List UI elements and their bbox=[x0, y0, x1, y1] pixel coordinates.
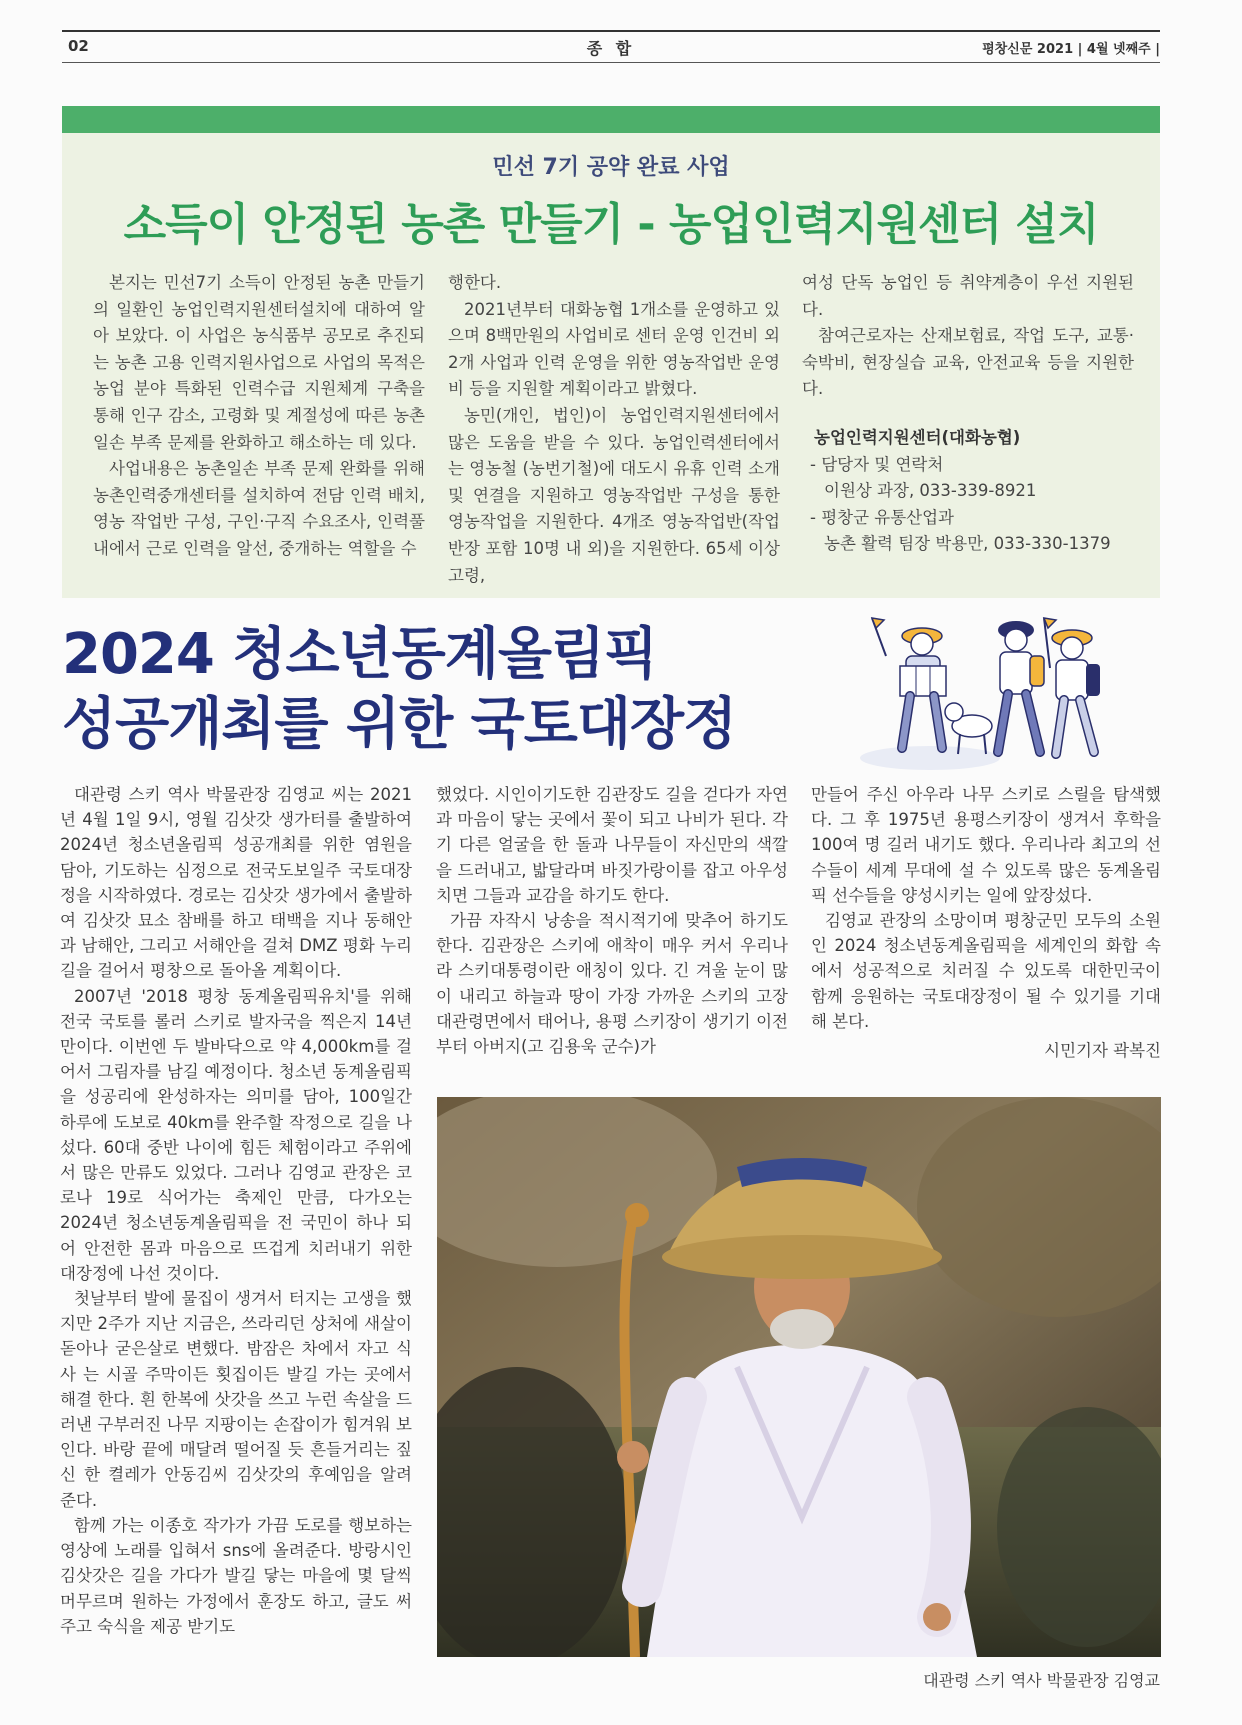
article-paragraph: 첫날부터 발에 물집이 생겨서 터지는 고생을 했지만 2주가 지난 지금은, 쓰라리던 상처에 새살이 돋아나 굳은살로 변했다. 밤잠은 차에서 자고 식사 는 시골 주막이든 횟집이든 발길 가는 곳에서 해결 한다. 흰 한복에 삿갓을 쓰고 누런 속살을 드러낸 구부러진 나무 지팡이는 손잡이가 힘겨워 보인다. 바랑 끝에 매달려 떨어질 듯 흔들거리는 짚신 한 켤레가 안동김씨 김삿갓의 후예임을 알려 준다. bbox=[60, 1289, 412, 1510]
box-column-3 bbox=[802, 270, 1134, 558]
box-paragraph: 농민(개인, 법인)이 농업인력지원센터에서 많은 도움을 받을 수 있다. 농업인력센터에서는 영농철 (농번기철)에 대도시 유휴 인력 소개 및 연결을 지원하고 영농작업반 구성을 통한 영농작업을 지원한다. 4개조 영농작업반(작업반장 포함 10명 내 외)을 지원한다. 65세 이상 고령, bbox=[448, 405, 780, 585]
photo-caption: 대관령 스키 역사 박물관장 김영교 bbox=[923, 1671, 1160, 1690]
article-paragraph: 대관령 스키 역사 박물관장 김영교 씨는 2021년 4월 1일 9시, 영월 김삿갓 생가터를 출발하여 2024년 청소년올림픽 성공개최를 위한 염원을 담아, 기도하는 심정으로 전국도보일주 국토대장정을 시작하였다. 경로는 김삿갓 생가에서 출발하여 김삿갓 묘소 참배를 하고 태백을 지나 동해안과 남해안, 그리고 서해안을 걸쳐 DMZ 평화 누리 길을 걸어서 평창으로 돌아올 계획이다. bbox=[60, 785, 412, 981]
article-headline bbox=[62, 620, 822, 760]
article-paragraph: 만들어 주신 아우라 나무 스키로 스릴을 탐색했다. 그 후 1975년 용평스키장이 생겨서 후학을 100여 명 길러 내기도 했다. 우리나라 최고의 선수들이 세계 무대에 설 수 있도록 많은 동계올림픽 선수들을 양성시키는 일에 앞장섰다. bbox=[811, 785, 1161, 905]
hikers-illustration bbox=[850, 608, 1112, 772]
box-paragraph: 사업내용은 농촌일손 부족 문제 완화를 위해 농촌인력중개센터를 설치하여 전담 인력 배치, 영농 작업반 구성, 구인·구직 수요조사, 인력풀 내에서 근로 인력을 알선, 중개하는 역할을 수 bbox=[93, 459, 425, 558]
box-kicker: 민선 7기 공약 완료 사업 bbox=[492, 155, 730, 180]
article-column-1 bbox=[60, 782, 412, 1639]
header-rule-top bbox=[62, 30, 1160, 32]
header-rule-bottom bbox=[62, 62, 1160, 63]
box-column-1 bbox=[93, 270, 425, 563]
box-paragraph: 2021년부터 대화농협 1개소를 운영하고 있으며 8백만원의 사업비로 센터 운영 인건비 외 2개 사업과 인력 운영을 위한 영농작업반 운영비 등을 지원할 계획이라고 밝혔다. bbox=[448, 299, 780, 399]
box-paragraph: 행한다. bbox=[448, 273, 502, 292]
article-paragraph: 했었다. 시인이기도한 김관장도 길을 걷다가 자연과 마음이 닿는 곳에서 꽃이 되고 나비가 된다. 각기 다른 얼굴을 한 돌과 나무들이 자신만의 색깔을 드러내고, 밟달라며 바짓가랑이를 잡고 아우성치면 그들과 교감을 하기도 한다. bbox=[436, 785, 788, 905]
article-paragraph: 2007년 '2018 평창 동계올림픽유치'를 위해 전국 국토를 롤러 스키로 발자국을 찍은지 14년 만이다. 이번엔 두 발바닥으로 약 4,000km를 걸어서 그림자를 남길 예정이다. 청소년 동계올림픽을 성공리에 완성하자는 의미를 담아, 100일간 하루에 도보로 40km를 완주할 작정으로 길을 나섰다. 60대 중반 나이에 힘든 체험이라고 주위에서 많은 만류도 있었다. 그러나 김영교 관장은 코로나 19로 식어가는 축제인 만큼, 다가오는 2024년 청소년동계올림픽을 전 국민이 하나 되어 안전한 몸과 마음으로 뜨겁게 치러내기 위한 대장정에 나선 것이다. bbox=[60, 986, 412, 1283]
contact-title: 농업인력지원센터(대화농협) bbox=[814, 427, 1021, 447]
contact-line: - 평창군 유통산업과 bbox=[810, 507, 954, 527]
article-column-2 bbox=[436, 782, 788, 1059]
headline-line-1: 2024 청소년동계올림픽 bbox=[62, 622, 658, 687]
section-title: 종 합 bbox=[586, 39, 636, 58]
contact-line: - 담당자 및 연락처 bbox=[810, 454, 944, 474]
box-column-2 bbox=[448, 270, 780, 589]
article-paragraph: 가끔 자작시 낭송을 적시적기에 맞추어 하기도 한다. 김관장은 스키에 애착이 매우 커서 우리나라 스키대통령이란 애칭이 있다. 긴 겨울 눈이 많이 내리고 하늘과 땅이 가장 가까운 스키의 고장 대관령면에서 태어나, 용평 스키장이 생기기 이전 부터 아버지(고 김용욱 군수)가 bbox=[436, 911, 788, 1057]
article-column-3 bbox=[811, 782, 1161, 1063]
green-banner-bar bbox=[62, 106, 1160, 133]
box-paragraph: 본지는 민선7기 소득이 안정된 농촌 만들기의 일환인 농업인력지원센터설치에 대하여 알아 보았다. 이 사업은 농식품부 공모로 추진되는 농촌 고용 인력지원사업으로 사업의 목적은 농업 분야 특화된 인력수급 지원체계 구축을 통해 인구 감소, 고령화 및 계절성에 따른 농촌 일손 부족 문제를 완화하고 해소하는 데 있다. bbox=[93, 273, 425, 452]
box-paragraph: 참여근로자는 산재보험료, 작업 도구, 교통·숙박비, 현장실습 교육, 안전교육 등을 지원한다. bbox=[802, 326, 1134, 399]
byline: 시민기자 곽복진 bbox=[1044, 1041, 1161, 1061]
box-title: 소득이 안정된 농촌 만들기 - 농업인력지원센터 설치 bbox=[123, 199, 1099, 250]
issue-info: 평창신문 2021 | 4월 넷째주 | bbox=[982, 42, 1160, 57]
page-number: 02 bbox=[68, 37, 89, 55]
contact-line: 이원상 과장, 033-339-8921 bbox=[824, 481, 1037, 501]
article-photo bbox=[437, 1097, 1161, 1657]
contact-line: 농촌 활력 팀장 박용만, 033-330-1379 bbox=[824, 534, 1111, 554]
article-paragraph: 김영교 관장의 소망이며 평창군민 모두의 소원인 2024 청소년동계올림픽을 세계인의 화합 속에서 성공적으로 치러질 수 있도록 대한민국이 함께 응원하는 국토대장정이 될 수 있기를 기대해 본다. bbox=[811, 911, 1161, 1031]
article-paragraph: 함께 가는 이종호 작가가 가끔 도로를 행보하는 영상에 노래를 입혀서 sns에 올려준다. 방랑시인 김삿갓은 길을 가다가 발길 닿는 마을에 몇 달씩 머무르며 원하는 가정에서 훈장도 하고, 글도 써 주고 숙식을 제공 받기도 bbox=[60, 1515, 412, 1636]
box-paragraph: 여성 단독 농업인 등 취약계층이 우선 지원된다. bbox=[802, 273, 1134, 319]
headline-line-2: 성공개최를 위한 국토대장정 bbox=[62, 692, 737, 757]
